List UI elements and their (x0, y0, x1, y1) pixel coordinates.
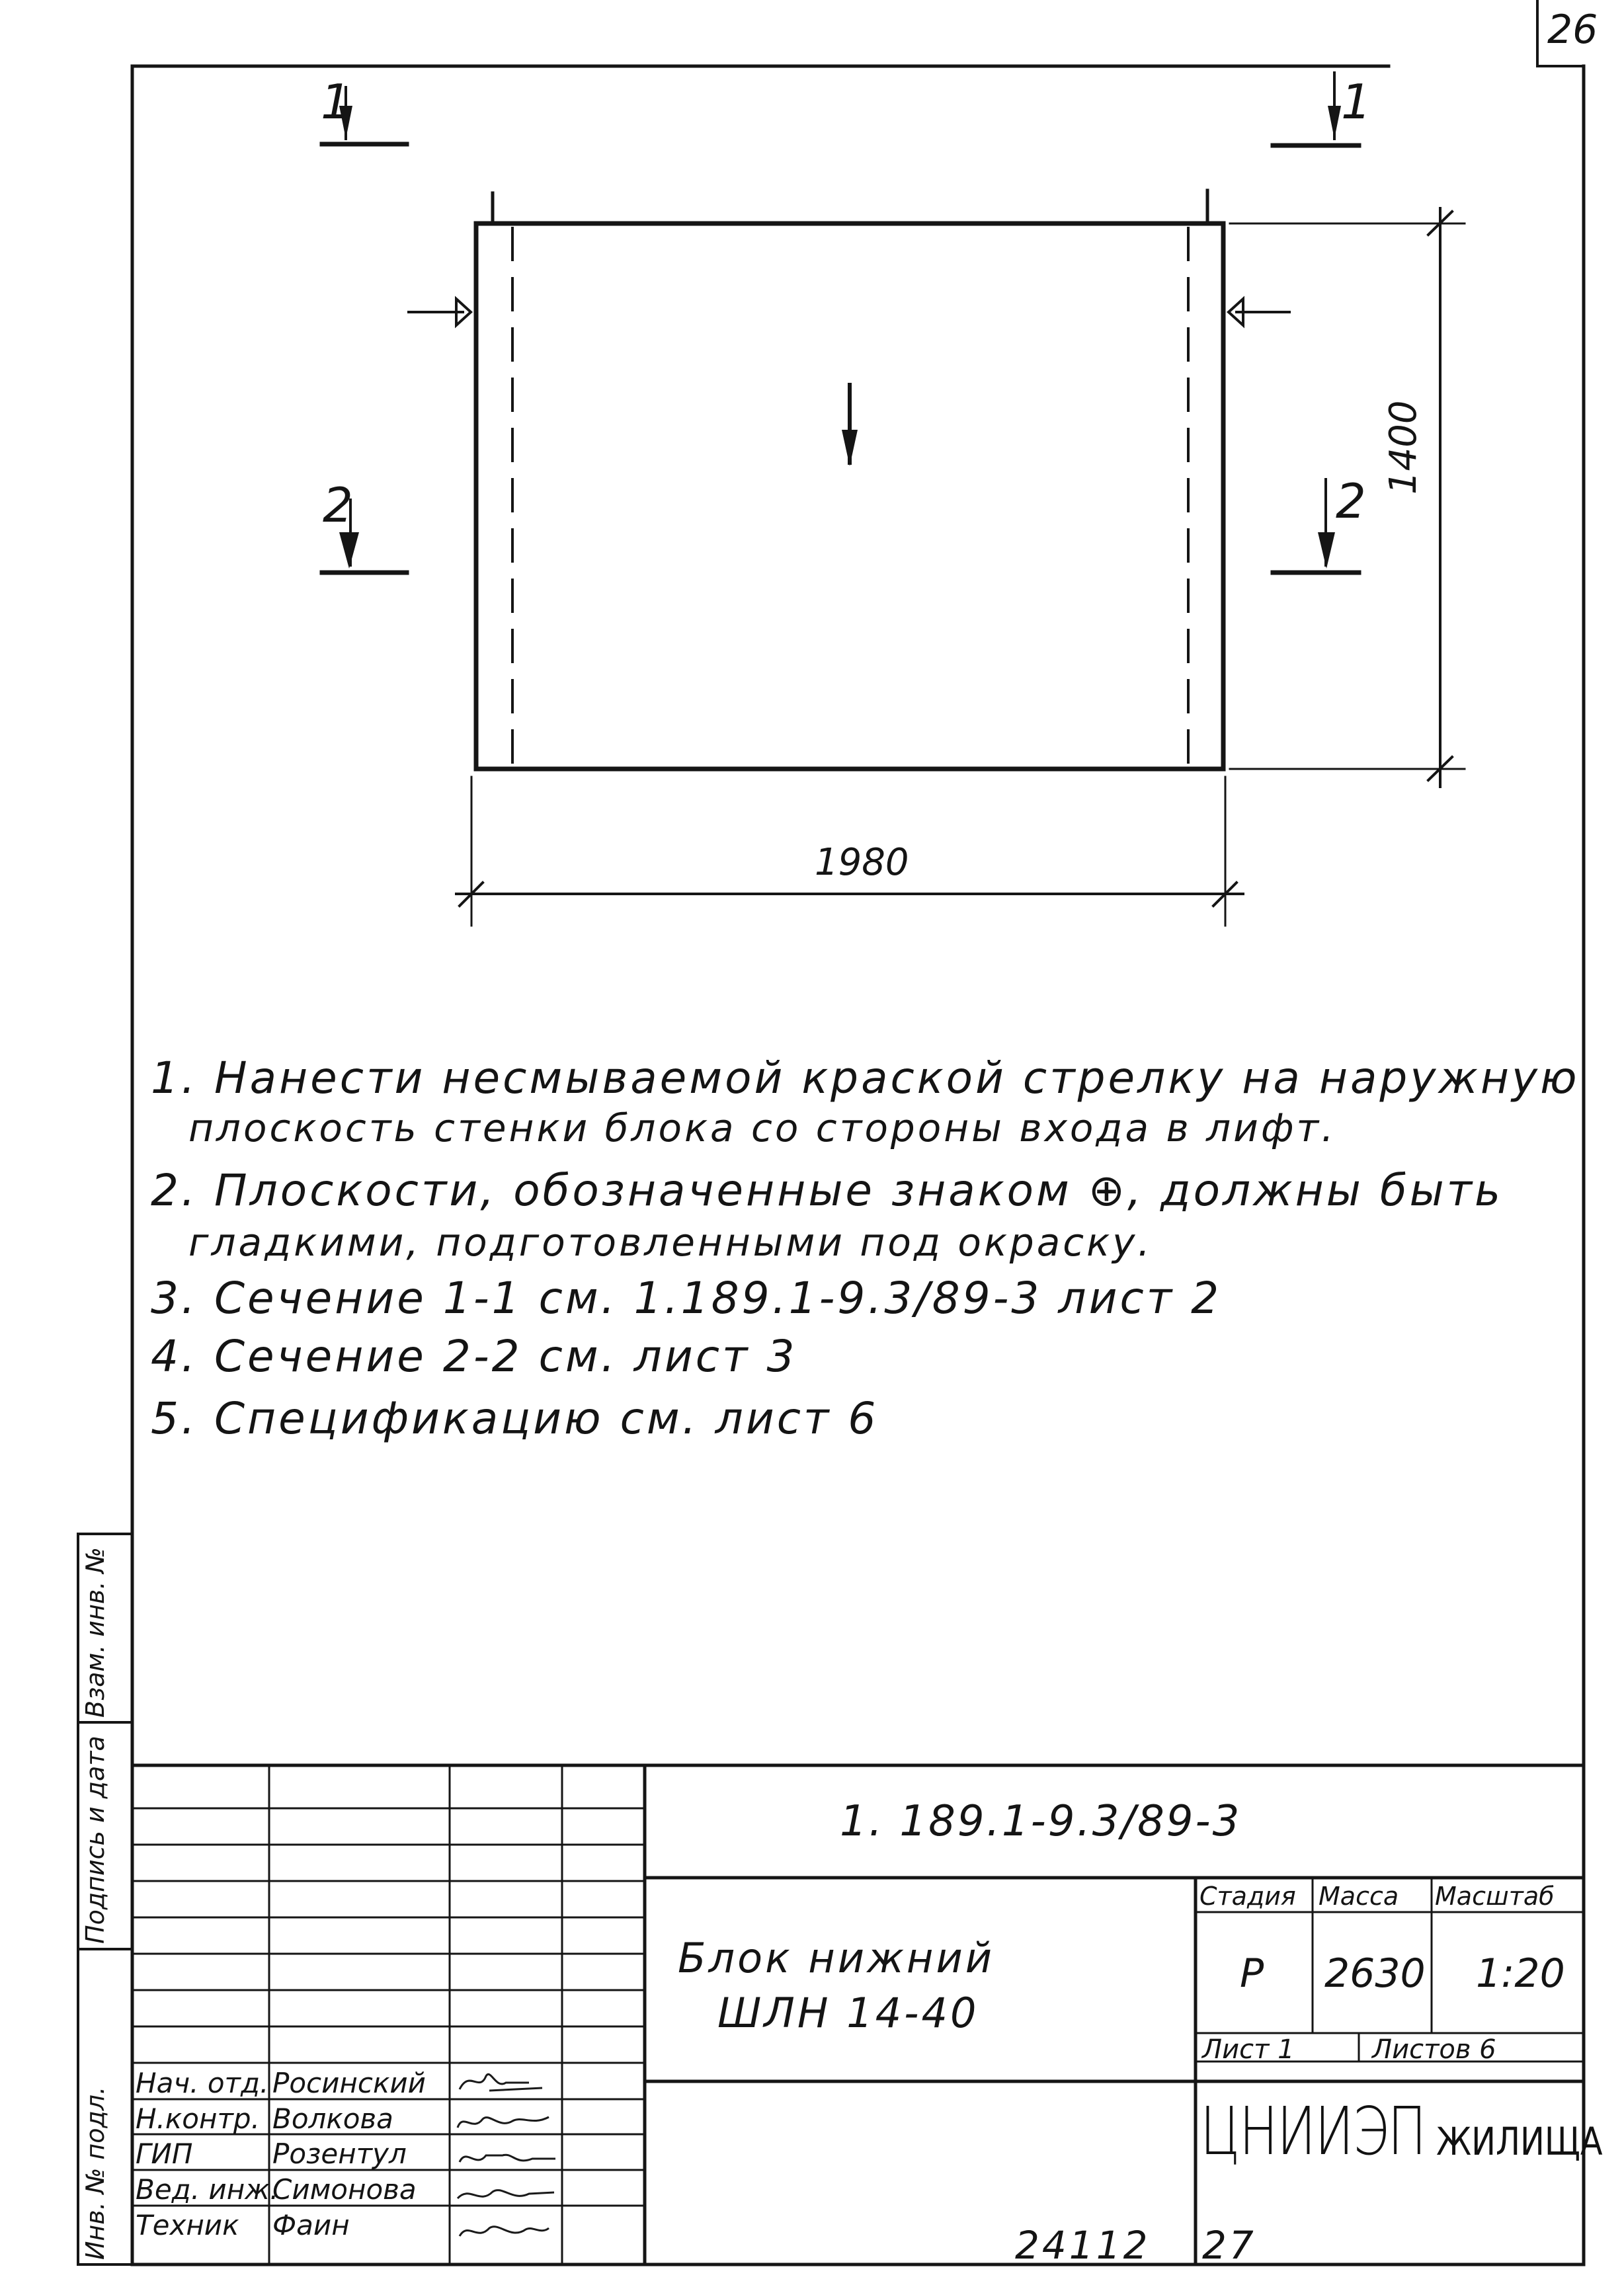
section-label-2-right: 2 (1336, 473, 1366, 529)
mass-header: Масса (1319, 1882, 1399, 1911)
note-line-4: гладкими, подготовленными под окраску. (188, 1220, 1153, 1265)
doc-code: 1. 189.1-9.3/89-3 (840, 1797, 1242, 1846)
scale-header: Масштаб (1435, 1882, 1555, 1911)
side-label-vzam-inv: Взам. инв. № (81, 1546, 110, 1718)
note-line-6: 4. Сечение 2-2 см. лист 3 (151, 1331, 797, 1382)
note-line-1: 1. Нанести несмываемой краской стрелку на наружную (151, 1053, 1580, 1103)
staff-name-1: Росинский (272, 2067, 426, 2099)
org-logo: ЦНИИЭП (1200, 2093, 1426, 2170)
archive-number: 24112 (1015, 2223, 1151, 2268)
drawing-title-line2: ШЛН 14-40 (717, 1989, 979, 2037)
dimension-height-label: 1400 (1382, 400, 1425, 495)
note-line-3: 2. Плоскости, обозначенные знаком ⊕, должны быть (151, 1165, 1504, 1216)
staff-role-1: Нач. отд. (136, 2067, 269, 2099)
note-line-5: 3. Сечение 1-1 см. 1.189.1-9.3/89-3 лист 2 (151, 1273, 1222, 1324)
stage-value: Р (1240, 1950, 1264, 1997)
note-line-7: 5. Спецификацию см. лист 6 (151, 1393, 879, 1444)
staff-name-2: Волкова (272, 2103, 393, 2135)
mass-value: 2630 (1324, 1950, 1426, 1997)
staff-name-3: Розентул (272, 2138, 407, 2170)
signatures (450, 2063, 562, 2264)
section-label-2-left: 2 (323, 477, 353, 533)
frame-number: 27 (1202, 2223, 1256, 2268)
side-label-inv-podl: Инв. № подл. (81, 2086, 110, 2260)
block-outline (476, 223, 1223, 769)
scale-value: 1:20 (1476, 1950, 1565, 1997)
drawing-title-line1: Блок нижний (678, 1934, 995, 1982)
section-label-1-left: 1 (321, 74, 351, 130)
dimension-width-label: 1980 (815, 841, 909, 884)
side-label-signature-date: Подпись и дата (81, 1736, 110, 1944)
staff-role-2: Н.контр. (136, 2103, 260, 2135)
staff-name-4: Симонова (272, 2173, 417, 2206)
stage-header: Стадия (1199, 1882, 1296, 1911)
staff-role-4: Вед. инж. (136, 2173, 279, 2206)
staff-role-5: Техник (136, 2209, 239, 2241)
note-line-2: плоскость стенки блока со стороны входа в лифт. (188, 1105, 1336, 1150)
page-number: 26 (1547, 7, 1598, 53)
section-label-1-right: 1 (1341, 74, 1371, 130)
sheet-number: Лист 1 (1202, 2034, 1295, 2065)
org-name: ЖИЛИЩА (1436, 2119, 1603, 2164)
sheets-total: Листов 6 (1372, 2034, 1496, 2065)
staff-role-3: ГИП (136, 2138, 193, 2170)
staff-name-5: Фаин (272, 2209, 350, 2241)
